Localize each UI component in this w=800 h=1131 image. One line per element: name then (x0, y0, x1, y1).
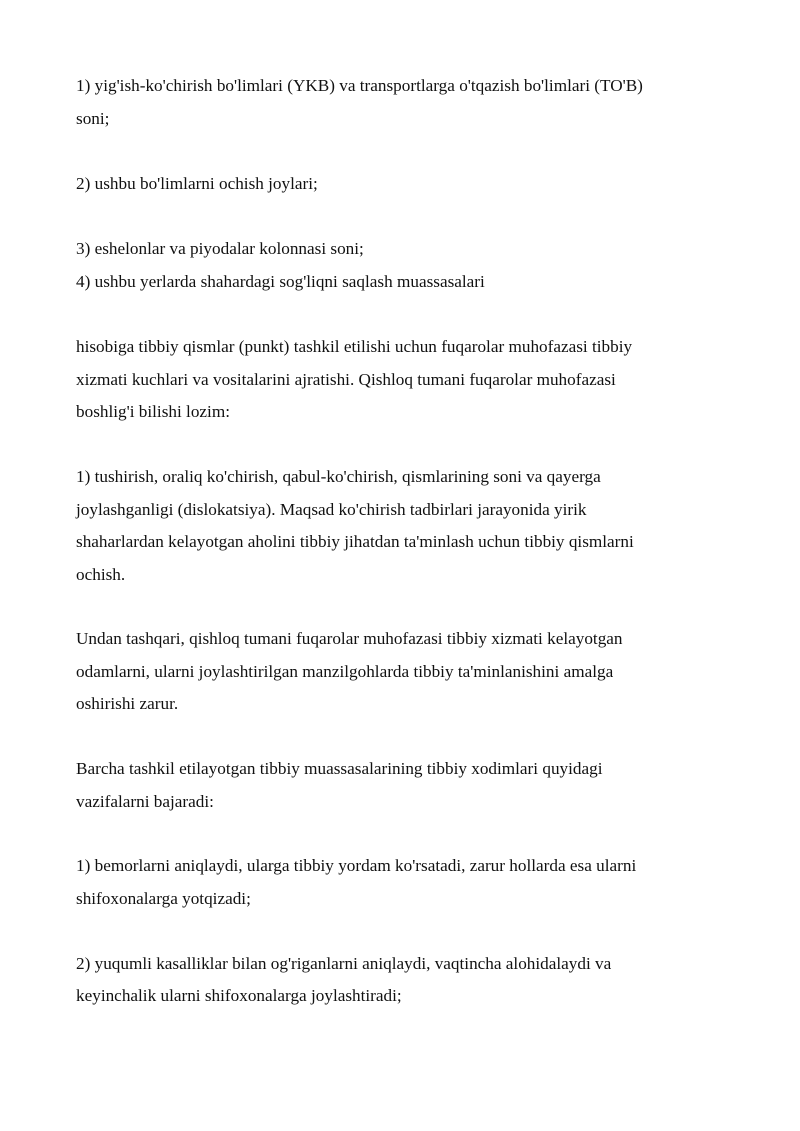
text-line: 4) ushbu yerlarda shahardagi sog'liqni saqlash muassasalari (76, 272, 485, 291)
text-line: joylashganligi (dislokatsiya). Maqsad ko'chirish tadbirlari jarayonida yirik (76, 500, 587, 519)
text-line: shaharlardan kelayotgan aholini tibbiy jihatdan ta'minlash uchun tibbiy qismlarni (76, 532, 634, 551)
text-line: shifoxonalarga yotqizadi; (76, 889, 251, 908)
text-line: boshlig'i bilishi lozim: (76, 402, 230, 421)
text-line: hisobiga tibbiy qismlar (punkt) tashkil etilishi uchun fuqarolar muhofazasi tibbiy (76, 337, 633, 356)
text-line: 2) ushbu bo'limlarni ochish joylari; (76, 174, 318, 193)
text-line: 3) eshelonlar va piyodalar kolonnasi soni; (76, 239, 364, 258)
text-line: 1) bemorlarni aniqlaydi, ularga tibbiy yordam ko'rsatadi, zarur hollarda esa ularni (76, 856, 637, 875)
text-line: 1) tushirish, oraliq ko'chirish, qabul-ko'chirish, qismlarining soni va qayerga (76, 467, 601, 486)
text-line: odamlarni, ularni joylashtirilgan manzilgohlarda tibbiy ta'minlanishini amalga (76, 662, 614, 681)
text-line: xizmati kuchlari va vositalarini ajratishi. Qishloq tumani fuqarolar muhofazasi (76, 370, 616, 389)
text-line: 2) yuqumli kasalliklar bilan og'riganlarni aniqlaydi, vaqtincha alohidalaydi va (76, 954, 612, 973)
text-line: Barcha tashkil etilayotgan tibbiy muassasalarining tibbiy xodimlari quyidagi (76, 759, 603, 778)
text-line: Undan tashqari, qishloq tumani fuqarolar muhofazasi tibbiy xizmati kelayotgan (76, 629, 623, 648)
text-line: soni; (76, 109, 110, 128)
text-line: vazifalarni bajaradi: (76, 792, 214, 811)
text-line: oshirishi zarur. (76, 694, 179, 713)
text-line: ochish. (76, 565, 126, 584)
text-line: keyinchalik ularni shifoxonalarga joylashtiradi; (76, 986, 402, 1005)
text-line: 1) yig'ish-ko'chirish bo'limlari (YKB) va transportlarga o'tqazish bo'limlari (TO'B) (76, 76, 643, 95)
